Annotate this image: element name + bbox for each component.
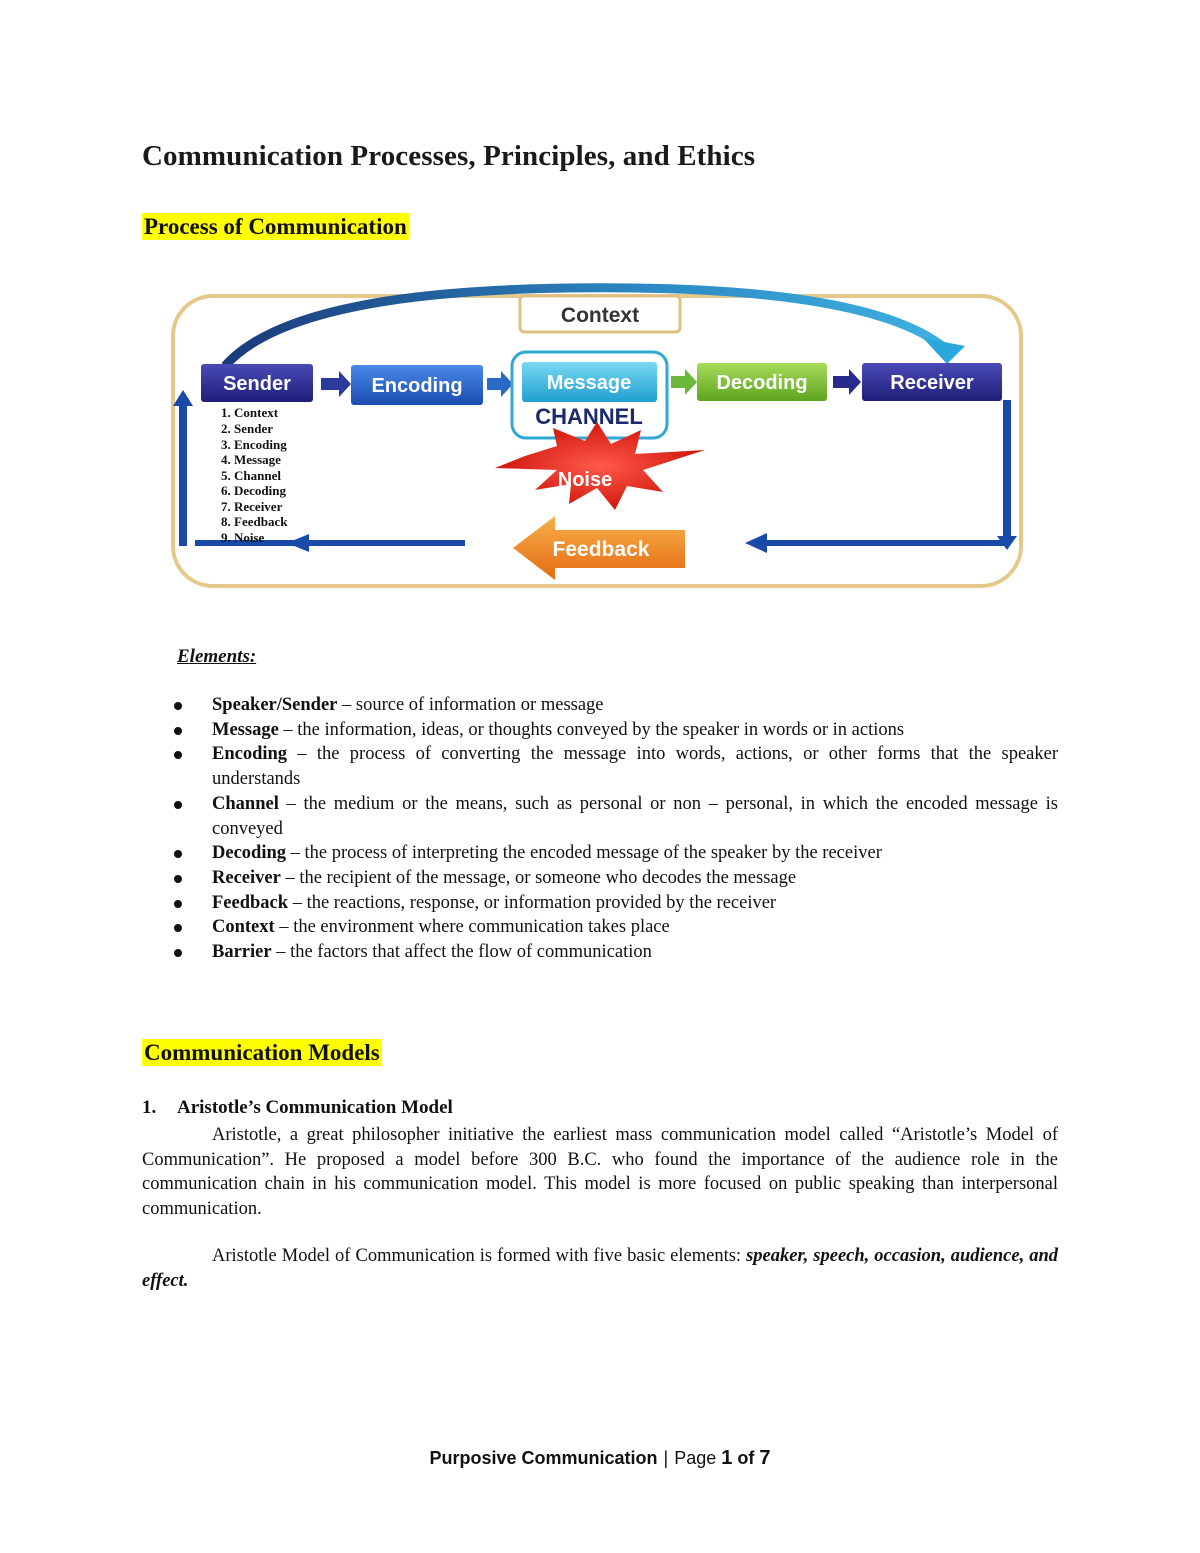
element-term: Message (212, 719, 279, 740)
context-label: Context (560, 304, 640, 327)
right-return-line (1003, 400, 1011, 540)
list-item (166, 915, 1058, 940)
element-desc: – the information, ideas, or thoughts conveyed by the speaker in words or in actions (278, 719, 905, 740)
model-heading-text: Aristotle’s Communication Model (177, 1097, 453, 1118)
bullet-icon (174, 702, 182, 710)
element-desc: – the factors that affect the flow of communication (271, 942, 652, 963)
elements-label: Elements: (177, 646, 257, 667)
bottom-return-line-right (765, 540, 1005, 546)
bullet-icon (174, 801, 182, 809)
element-desc: – the environment where communication takes place (274, 917, 670, 938)
communication-process-diagram (165, 278, 1030, 600)
footer-of-word: of (737, 1448, 755, 1468)
list-item (166, 891, 1058, 916)
paragraph-aristotle-elements (142, 1244, 1058, 1293)
diagram-list-item: 6. Decoding (221, 483, 286, 498)
list-item (166, 841, 1058, 866)
element-term: Decoding (212, 843, 286, 864)
feedback-label: Feedback (552, 538, 650, 561)
bullet-icon (174, 949, 182, 957)
model-heading-number: 1. (142, 1097, 157, 1118)
receiver-label: Receiver (890, 372, 974, 394)
elements-list (166, 693, 1058, 965)
list-item (166, 742, 1058, 791)
left-return-line (179, 403, 187, 546)
bullet-icon (174, 900, 182, 908)
section-heading-process (142, 214, 409, 241)
footer-page-number: 1 (721, 1447, 733, 1469)
diagram-list-item: 1. Context (221, 405, 279, 420)
element-desc: – the medium or the means, such as personal or non – personal, in which the encoded message is conveyed (212, 793, 1058, 839)
bullet-icon (174, 850, 182, 858)
paragraph-emphasis-text: speaker, speech, occasion, audience, and effect. (142, 1246, 1058, 1291)
diagram-list-item: 7. Receiver (221, 499, 283, 514)
footer-page-total: 7 (759, 1447, 771, 1469)
page-title: Communication Processes, Principles, and Ethics (142, 140, 756, 172)
element-desc: – the reactions, response, or information provided by the receiver (288, 892, 777, 913)
model-heading (142, 1097, 453, 1119)
element-term: Context (212, 917, 275, 938)
element-desc: – the process of converting the message into words, actions, or other forms that the speaker understands (212, 744, 1058, 790)
paragraph-lead-text: Aristotle Model of Communication is formed with five basic elements: (212, 1246, 747, 1266)
diagram-list-item: 3. Encoding (221, 437, 287, 452)
section-heading-models-text: Communication Models (144, 1040, 380, 1065)
noise-label: Noise (557, 469, 613, 491)
list-item (166, 718, 1058, 743)
bullet-icon (174, 924, 182, 932)
diagram-list-item: 8. Feedback (221, 514, 288, 529)
encoding-label: Encoding (371, 375, 463, 397)
diagram-list-item: 2. Sender (221, 421, 273, 436)
list-item (166, 693, 1058, 718)
diagram-list-item: 4. Message (221, 452, 281, 467)
element-term: Encoding (212, 744, 288, 765)
bullet-icon (174, 875, 182, 883)
list-item (166, 940, 1058, 965)
element-desc: – source of information or message (337, 695, 604, 715)
element-term: Receiver (212, 867, 281, 888)
bullet-icon (174, 727, 182, 735)
element-term: Channel (212, 793, 279, 814)
list-item (166, 792, 1058, 841)
footer-separator: | (663, 1448, 669, 1468)
list-item (166, 866, 1058, 891)
element-term: Feedback (212, 892, 289, 913)
footer-course: Purposive Communication (429, 1448, 658, 1468)
decoding-label: Decoding (716, 372, 808, 394)
footer-page-word: Page (674, 1448, 717, 1468)
section-heading-process-text: Process of Communication (144, 214, 407, 239)
element-term: Speaker/Sender (212, 695, 338, 715)
sender-label: Sender (223, 373, 291, 395)
element-desc: – the process of interpreting the encoded message of the speaker by the receiver (286, 843, 882, 864)
message-label: Message (546, 372, 632, 394)
paragraph-aristotle-intro: Aristotle, a great philosopher initiative the earliest mass communication model called “Aristotle’s Model of Communication”. He proposed a model before 300 B.C. who found the importance of the audience role in the communication chain in his communication model. This model is more focused on public speaking than interpersonal communication. (142, 1125, 1058, 1219)
element-desc: – the recipient of the message, or someone who decodes the message (280, 867, 797, 888)
diagram-list-item: 5. Channel (221, 468, 281, 483)
element-term: Barrier (212, 942, 272, 963)
page-footer (0, 1447, 1200, 1470)
section-heading-models (142, 1040, 382, 1067)
bullet-icon (174, 751, 182, 759)
diagram-list-item: 9. Noise (221, 530, 265, 545)
channel-label: CHANNEL (535, 404, 643, 429)
